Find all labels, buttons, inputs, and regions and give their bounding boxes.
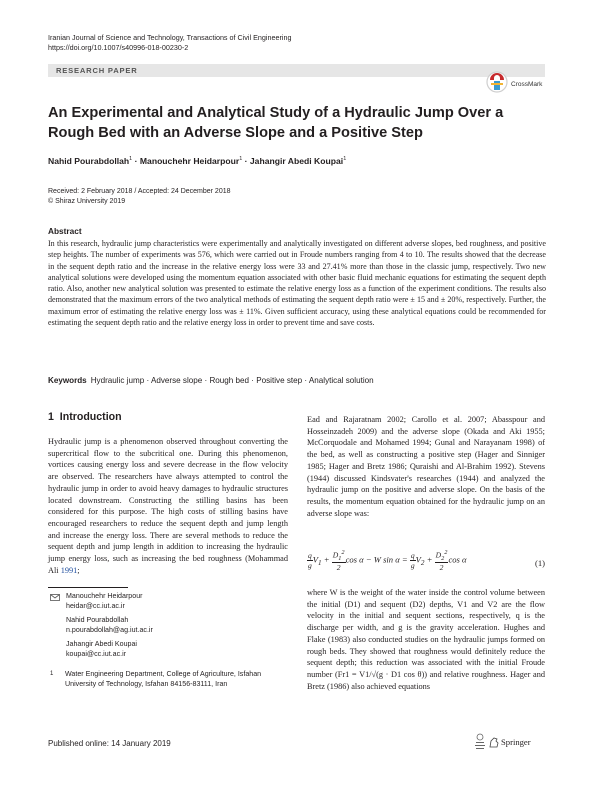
coauthor-contact [66, 640, 266, 659]
intro-paragraph-continued: Ead and Rajaratnam 2002; Carollo et al. 2007; Abasspour and Hosseinzadeh 2009) and the adverse slope (Okada and Aki 1955; McCorquodale and Mohamed 1994; Gunal and Narayanam 1998) of the bed, as well as constructing a positive step (Hager and Sinniger 1985; Hager and Bretz 1986; Quraishi and Al-Brahim 1992). Stevens (1944) discussed Kindsvater's researches (1944) and analyzed the hydraulic jump on the positive and adverse slope. On the basis of the results, the momentum equation obtained for the hydraulic jump on an adverse slope was: [307, 415, 545, 518]
article-type-label: RESEARCH PAPER [56, 66, 138, 75]
article-dates [48, 187, 231, 206]
affiliation-text: Water Engineering Department, College of Agriculture, Isfahan University of Technology, Isfahan 84156-83111, Iran [65, 670, 262, 688]
momentum-equation: $\frac{q}{g}$ $V_1$ + $\frac{D_1^2}{2}$ cos α − W sin α = $\frac{q}{g}$ $V_2$ + $\frac{D_2^2}{2}$ cos α [308, 549, 467, 573]
author-name: Nahid Pourabdollah [48, 156, 130, 166]
author-email[interactable]: n.pourabdollah@ag.iut.ac.ir [66, 625, 153, 634]
affiliation [50, 670, 290, 689]
author-name: Nahid Pourabdollah [66, 616, 129, 624]
keywords [48, 376, 374, 385]
author-separator: · [132, 156, 140, 166]
article-type-banner [48, 64, 545, 77]
author-affiliation-mark: 1 [343, 156, 347, 163]
author-email[interactable]: koupai@cc.iut.ac.ir [66, 649, 127, 658]
author-name: Jahangir Abedi Koupai [249, 156, 344, 166]
keywords-label: Keywords [48, 376, 87, 385]
coauthor-contact [66, 616, 266, 635]
publisher-name: Springer [501, 737, 531, 747]
author-name: Jahangir Abedi Koupai [66, 640, 137, 648]
punctuation: ; [77, 565, 80, 575]
equation-number: (1) [534, 558, 545, 568]
author-affiliation-mark: 1 [129, 156, 133, 163]
crossmark-label: CrossMark [511, 81, 543, 88]
affiliation-mark: 1 [50, 671, 54, 677]
equation-1 [307, 549, 545, 579]
springer-horse-icon [488, 736, 500, 748]
article-title: An Experimental and Analytical Study of a Hydraulic Jump Over a Rough Bed with an Adverse Slope and a Positive Step [48, 105, 504, 141]
envelope-icon [50, 594, 60, 601]
author-list [48, 156, 346, 166]
society-logo-icon [474, 733, 486, 751]
published-online: Published online: 14 January 2019 [48, 739, 171, 748]
journal-name: Iranian Journal of Science and Technology, Transactions of Civil Engineering [48, 33, 292, 42]
journal-header [48, 33, 291, 53]
section-number: 1 [48, 411, 54, 423]
abstract-heading: Abstract [48, 226, 82, 236]
footnote-rule [48, 587, 128, 588]
author-name: Manouchehr Heidarpour [139, 156, 240, 166]
keywords-list: Hydraulic jump · Adverse slope · Rough bed · Positive step · Analytical solution [90, 376, 374, 385]
author-affiliation-mark: 1 [239, 156, 243, 163]
crossmark-icon [486, 71, 508, 97]
body-column-left [48, 436, 288, 576]
equation-explanation: where W is the weight of the water inside the control volume between the initial (D1) and sequent (D2) depths, V1 and V2 are the flow velocity in the initial and sequent sections, respectively, q is the discharge per width, and g is the gravity acceleration. Hughes and Flake (1983) also conducted studies on the hydraulic jumps formed on rough beds. They showed that roughness would definitely reduce the sequent depth; this reduction was associated with the initial Froude number (Fr1 = V1/√(g · D1 cos θ)) and relative roughness. Hager and Bretz (1986) also achieved equations [307, 588, 545, 691]
body-column-right-top [307, 414, 545, 519]
section-title: Introduction [59, 411, 122, 423]
publisher-mark [478, 733, 548, 753]
received-accepted-dates: Received: 2 February 2018 / Accepted: 24 December 2018 [48, 188, 231, 195]
doi-link[interactable]: https://doi.org/10.1007/s40996-018-00230-2 [48, 43, 189, 52]
crossmark-badge[interactable] [486, 71, 546, 101]
author-separator: · [242, 156, 250, 166]
citation-link[interactable]: 1991 [60, 565, 78, 575]
body-column-right-bottom [307, 587, 545, 692]
section-heading [48, 411, 122, 423]
copyright-line: © Shiraz University 2019 [48, 197, 126, 205]
intro-paragraph: Hydraulic jump is a phenomenon observed throughout converting the supercritical flow to the subcritical one. During this phenomenon, vortices causing energy loss and severe decrease in the flow velocity are observed. The researchers have always attempted to control the hydraulic jump in order to avoid heavy damages to hydraulic structures located downstream. Constructing the stilling basins has been considered for this purpose. The high costs of stilling basins have encouraged researchers to reduce the sequent depth and jump length and increase the energy loss. There are several methods to reduce the sequent depth and jump length in addition to increasing the hydraulic jump energy loss, such as increasing the bed roughness (Mohammad Ali [48, 437, 288, 575]
author-email[interactable]: heidar@cc.iut.ac.ir [66, 601, 125, 610]
abstract-body: In this research, hydraulic jump characteristics were experimentally and analytically investigated on different adverse slopes, bed roughness, and positive step heights. The number of experiments was 576, which were carried out in Froude numbers ranging from 4 to 10. The results showed that the decrease in the sequent depth ratio and the increase in the relative energy loss were 33 and 27.41% more than those in the classic jump, respectively. Two new analytical solutions were developed using the momentum equation associated with other basic fluid mechanic equations for estimating the sequent depth ratio. Also, another new analytical solution was presented to estimate the relative energy loss as a function of the experiment conditions. The results also demonstrated that the maximum errors of the two analytical methods of estimating the sequent depth ratio were ± 15 and ± 20%, respectively. Further, the maximum error of estimating the relative energy loss was ± 11%. Given sufficient accuracy, using these analytical equations could be recommended for estimating the sequent depth ratio and the relative energy loss in order to prevent time and save costs. [48, 239, 546, 327]
author-name: Manouchehr Heidarpour [66, 592, 143, 600]
corresponding-author [66, 592, 266, 611]
